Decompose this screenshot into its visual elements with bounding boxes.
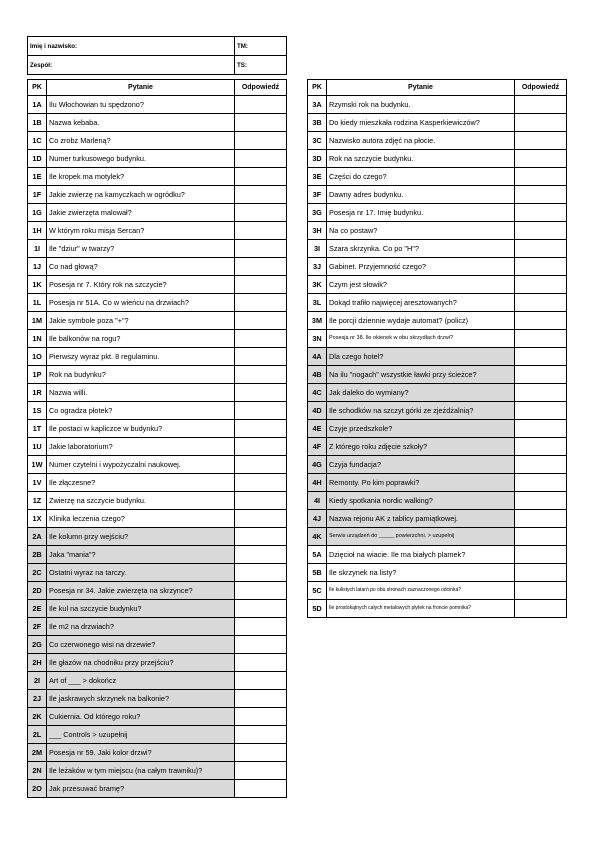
question-text: Nazwa kebaba. — [47, 114, 235, 132]
question-row — [28, 474, 287, 492]
checkpoint-code: 1W — [28, 456, 47, 474]
checkpoint-code: 3A — [308, 96, 327, 114]
team-label: Zespół: — [30, 61, 53, 69]
question-text: Ile kolumn przy wejściu? — [47, 528, 235, 546]
question-row — [28, 492, 287, 510]
answer-cell[interactable] — [235, 744, 287, 762]
checkpoint-code: 1J — [28, 258, 47, 276]
answer-cell[interactable] — [515, 492, 567, 510]
question-text: Ile kul na szczycie budynku? — [47, 600, 235, 618]
checkpoint-code: 5A — [308, 546, 327, 564]
answer-cell[interactable] — [235, 240, 287, 258]
answer-cell[interactable] — [515, 186, 567, 204]
answer-cell[interactable] — [515, 366, 567, 384]
checkpoint-code: 1D — [28, 150, 47, 168]
checkpoint-code: 2G — [28, 636, 47, 654]
answer-cell[interactable] — [515, 258, 567, 276]
checkpoint-code: 5D — [308, 600, 327, 618]
answer-cell[interactable] — [235, 132, 287, 150]
question-text: Dla czego hotel? — [327, 348, 515, 366]
answer-cell[interactable] — [235, 582, 287, 600]
question-text: Czym jest słowik? — [327, 276, 515, 294]
answer-cell[interactable] — [235, 96, 287, 114]
answer-cell[interactable] — [235, 276, 287, 294]
checkpoint-code: 1V — [28, 474, 47, 492]
answer-cell[interactable] — [515, 474, 567, 492]
answer-cell[interactable] — [515, 528, 567, 546]
question-row — [28, 618, 287, 636]
question-row — [28, 744, 287, 762]
question-text: Cukiernia. Od którego roku? — [47, 708, 235, 726]
questions-table-right — [307, 79, 567, 618]
checkpoint-code: 1G — [28, 204, 47, 222]
answer-cell[interactable] — [235, 528, 287, 546]
column-header-pk: PK — [28, 80, 47, 96]
column-header-pk: PK — [308, 80, 327, 96]
answer-cell[interactable] — [235, 672, 287, 690]
question-row — [28, 546, 287, 564]
checkpoint-code: 1F — [28, 186, 47, 204]
question-row — [28, 384, 287, 402]
checkpoint-code: 1B — [28, 114, 47, 132]
question-text: Posesja nr 34. Jakie zwierzęta na skrzynce? — [47, 582, 235, 600]
question-text: Szara skrzynka. Co po "H"? — [327, 240, 515, 258]
team-field[interactable] — [28, 56, 235, 75]
question-row — [28, 402, 287, 420]
question-text: Co czerwonego wisi na drzewie? — [47, 636, 235, 654]
question-row — [308, 528, 567, 546]
question-row — [28, 366, 287, 384]
question-text: Ile porcji dziennie wydaje automat? (policz) — [327, 312, 515, 330]
question-text: Ile m2 na drzwiach? — [47, 618, 235, 636]
answer-cell[interactable] — [235, 726, 287, 744]
checkpoint-code: 1R — [28, 384, 47, 402]
question-text: Jak daleko do wymiany? — [327, 384, 515, 402]
answer-cell[interactable] — [515, 564, 567, 582]
question-row — [308, 276, 567, 294]
checkpoint-code: 1C — [28, 132, 47, 150]
question-text: Nazwisko autora zdjęć na płocie. — [327, 132, 515, 150]
checkpoint-code: 3M — [308, 312, 327, 330]
checkpoint-code: 1E — [28, 168, 47, 186]
question-text: Dzięcioł na wiacie. Ile ma białych plamek? — [327, 546, 515, 564]
checkpoint-code: 3G — [308, 204, 327, 222]
question-row — [308, 312, 567, 330]
answer-cell[interactable] — [235, 762, 287, 780]
answer-cell[interactable] — [515, 240, 567, 258]
checkpoint-code: 2O — [28, 780, 47, 798]
checkpoint-code: 1K — [28, 276, 47, 294]
answer-cell[interactable] — [515, 438, 567, 456]
answer-cell[interactable] — [235, 636, 287, 654]
answer-cell[interactable] — [515, 600, 567, 618]
checkpoint-code: 1I — [28, 240, 47, 258]
question-text: Numer turkusowego budynku. — [47, 150, 235, 168]
question-row — [28, 600, 287, 618]
answer-cell[interactable] — [235, 312, 287, 330]
question-text: Co ogradza płotek? — [47, 402, 235, 420]
answer-cell[interactable] — [235, 420, 287, 438]
question-text: Rok na budynku? — [47, 366, 235, 384]
question-text: Jakie laboratorium? — [47, 438, 235, 456]
checkpoint-code: 4K — [308, 528, 327, 546]
answer-cell[interactable] — [235, 114, 287, 132]
question-text: Na ilu "nogach" wszystkie ławki przy ścieżce? — [327, 366, 515, 384]
checkpoint-code: 3D — [308, 150, 327, 168]
answer-cell[interactable] — [235, 438, 287, 456]
tm-field[interactable] — [235, 37, 287, 56]
answer-cell[interactable] — [235, 384, 287, 402]
answer-cell[interactable] — [515, 114, 567, 132]
question-text: Z którego roku zdjęcie szkoły? — [327, 438, 515, 456]
question-text: Jakie zwierzęta malował? — [47, 204, 235, 222]
question-row — [28, 582, 287, 600]
question-text: Ile kulistych latarń po obu stronach zaznaczonego odcinka? — [327, 582, 515, 600]
checkpoint-code: 3K — [308, 276, 327, 294]
checkpoint-code: 1X — [28, 510, 47, 528]
question-row — [28, 186, 287, 204]
checkpoint-code: 4E — [308, 420, 327, 438]
question-text: W którym roku misja Sercan? — [47, 222, 235, 240]
question-text: ___ Controls > uzupełnij — [47, 726, 235, 744]
answer-cell[interactable] — [235, 780, 287, 798]
name-label: Imię i nazwisko: — [30, 42, 78, 50]
question-text: Jaka "mania"? — [47, 546, 235, 564]
question-row — [308, 132, 567, 150]
question-row — [308, 258, 567, 276]
checkpoint-code: 1S — [28, 402, 47, 420]
question-text: Posesja nr 7. Który rok na szczycie? — [47, 276, 235, 294]
question-row — [308, 564, 567, 582]
question-text: Części do czego? — [327, 168, 515, 186]
question-row — [28, 312, 287, 330]
checkpoint-code: 3C — [308, 132, 327, 150]
checkpoint-code: 4H — [308, 474, 327, 492]
question-text: Ile prostokątnych całych metalowych płytek na froncie pomnika? — [327, 600, 515, 618]
answer-cell[interactable] — [235, 402, 287, 420]
answer-cell[interactable] — [235, 348, 287, 366]
question-row — [308, 402, 567, 420]
answer-cell[interactable] — [235, 366, 287, 384]
checkpoint-code: 1Z — [28, 492, 47, 510]
tm-label: TM: — [237, 42, 248, 50]
question-text: Czyje przedszkole? — [327, 420, 515, 438]
question-text: Ile leżaków w tym miejscu (na całym trawniku)? — [47, 762, 235, 780]
question-row — [308, 492, 567, 510]
question-text: Ilu Włochowian tu spędzono? — [47, 96, 235, 114]
question-row — [308, 366, 567, 384]
checkpoint-code: 1L — [28, 294, 47, 312]
question-row — [28, 258, 287, 276]
question-row — [28, 528, 287, 546]
question-text: Co zrobz Marleną? — [47, 132, 235, 150]
checkpoint-code: 3J — [308, 258, 327, 276]
answer-cell[interactable] — [235, 564, 287, 582]
answer-cell[interactable] — [515, 276, 567, 294]
answer-cell[interactable] — [235, 708, 287, 726]
answer-cell[interactable] — [515, 132, 567, 150]
answer-cell[interactable] — [515, 348, 567, 366]
question-text: Ile złączesne? — [47, 474, 235, 492]
checkpoint-code: 2D — [28, 582, 47, 600]
name-field[interactable] — [28, 37, 235, 56]
checkpoint-code: 1N — [28, 330, 47, 348]
checkpoint-code: 1O — [28, 348, 47, 366]
question-row — [308, 474, 567, 492]
question-row — [308, 294, 567, 312]
question-text: Art of ___ > dokończ — [47, 672, 235, 690]
question-text: Ile "dziur" w twarzy? — [47, 240, 235, 258]
answer-cell[interactable] — [235, 150, 287, 168]
answer-cell[interactable] — [235, 510, 287, 528]
question-row — [308, 348, 567, 366]
answer-cell[interactable] — [235, 546, 287, 564]
question-row — [28, 114, 287, 132]
question-row — [28, 420, 287, 438]
answer-cell[interactable] — [515, 294, 567, 312]
checkpoint-code: 1U — [28, 438, 47, 456]
checkpoint-code: 2J — [28, 690, 47, 708]
question-text: Posesja nr 59. Jaki kolor drzwi? — [47, 744, 235, 762]
question-text: Posesja nr 38. Ile okienek w obu skrzydłach drzwi? — [327, 330, 515, 348]
column-header-answer: Odpowiedź — [515, 80, 567, 96]
checkpoint-code: 3I — [308, 240, 327, 258]
question-row — [28, 96, 287, 114]
checkpoint-code: 4A — [308, 348, 327, 366]
question-row — [28, 276, 287, 294]
checkpoint-code: 2I — [28, 672, 47, 690]
question-text: Ile schodków na szczyt górki ze zjeżdżalnią? — [327, 402, 515, 420]
question-row — [28, 654, 287, 672]
ts-field[interactable] — [235, 56, 287, 75]
question-row — [308, 600, 567, 618]
question-text: Kiedy spotkania nordic walking? — [327, 492, 515, 510]
answer-cell[interactable] — [515, 510, 567, 528]
checkpoint-code: 2H — [28, 654, 47, 672]
question-row — [308, 330, 567, 348]
question-row — [28, 708, 287, 726]
question-text: Rok na szczycie budynku. — [327, 150, 515, 168]
answer-cell[interactable] — [515, 168, 567, 186]
question-text: Na co postaw? — [327, 222, 515, 240]
question-row — [308, 456, 567, 474]
answer-cell[interactable] — [515, 456, 567, 474]
question-row — [28, 294, 287, 312]
checkpoint-code: 3N — [308, 330, 327, 348]
answer-cell[interactable] — [515, 150, 567, 168]
question-row — [28, 222, 287, 240]
question-text: Do kiedy mieszkała rodzina Kasperkiewiczów? — [327, 114, 515, 132]
answer-cell[interactable] — [235, 456, 287, 474]
answer-cell[interactable] — [515, 546, 567, 564]
question-text: Czyja fundacja? — [327, 456, 515, 474]
checkpoint-code: 4G — [308, 456, 327, 474]
answer-cell[interactable] — [235, 294, 287, 312]
checkpoint-code: 2L — [28, 726, 47, 744]
checkpoint-code: 2N — [28, 762, 47, 780]
column-header-question: Pytanie — [47, 80, 235, 96]
questions-table-left — [27, 79, 287, 798]
answer-cell[interactable] — [515, 312, 567, 330]
question-text: Gabinet. Przyjemność czego? — [327, 258, 515, 276]
answer-cell[interactable] — [235, 474, 287, 492]
question-text: Posesja nr 17. Imię budynku. — [327, 204, 515, 222]
question-row — [308, 150, 567, 168]
answer-cell[interactable] — [515, 96, 567, 114]
column-header-answer: Odpowiedź — [235, 80, 287, 96]
question-row — [308, 438, 567, 456]
question-text: Ile kropek ma motylek? — [47, 168, 235, 186]
answer-cell[interactable] — [235, 186, 287, 204]
answer-cell[interactable] — [235, 654, 287, 672]
question-row — [28, 132, 287, 150]
checkpoint-code: 4F — [308, 438, 327, 456]
question-row — [308, 114, 567, 132]
answer-cell[interactable] — [235, 204, 287, 222]
question-text: Dokąd trafiło najwięcej aresztowanych? — [327, 294, 515, 312]
question-row — [308, 186, 567, 204]
answer-cell[interactable] — [235, 492, 287, 510]
checkpoint-code: 1H — [28, 222, 47, 240]
question-row — [308, 510, 567, 528]
question-text: Posesja nr 51A. Co w wieńcu na drzwiach? — [47, 294, 235, 312]
checkpoint-code: 4I — [308, 492, 327, 510]
question-row — [28, 330, 287, 348]
question-row — [308, 240, 567, 258]
question-row — [28, 456, 287, 474]
question-row — [308, 168, 567, 186]
question-row — [28, 204, 287, 222]
question-row — [28, 780, 287, 798]
answer-cell[interactable] — [515, 582, 567, 600]
checkpoint-code: 1P — [28, 366, 47, 384]
question-text: Co nad głową? — [47, 258, 235, 276]
answer-cell[interactable] — [515, 330, 567, 348]
question-text: Remonty. Po kim poprawki? — [327, 474, 515, 492]
answer-cell[interactable] — [515, 384, 567, 402]
checkpoint-code: 3L — [308, 294, 327, 312]
answer-cell[interactable] — [235, 222, 287, 240]
question-row — [28, 150, 287, 168]
checkpoint-code: 2K — [28, 708, 47, 726]
checkpoint-code: 2A — [28, 528, 47, 546]
question-text: Numer czytelni i wypożyczalni naukowej. — [47, 456, 235, 474]
question-text: Nazwa willi. — [47, 384, 235, 402]
checkpoint-code: 1M — [28, 312, 47, 330]
answer-cell[interactable] — [515, 222, 567, 240]
question-row — [308, 96, 567, 114]
question-row — [28, 690, 287, 708]
question-text: Dawny adres budynku. — [327, 186, 515, 204]
question-row — [308, 222, 567, 240]
question-text: Ile głazów na chodniku przy przejściu? — [47, 654, 235, 672]
question-row — [28, 438, 287, 456]
checkpoint-code: 5B — [308, 564, 327, 582]
question-row — [28, 726, 287, 744]
checkpoint-code: 1A — [28, 96, 47, 114]
answer-cell[interactable] — [235, 618, 287, 636]
checkpoint-code: 4J — [308, 510, 327, 528]
checkpoint-code: 3E — [308, 168, 327, 186]
question-text: Zwierzę na szczycie budynku. — [47, 492, 235, 510]
question-text: Ile balkonów na rogu? — [47, 330, 235, 348]
question-row — [308, 384, 567, 402]
question-text: Jak przesuwać bramę? — [47, 780, 235, 798]
checkpoint-code: 4D — [308, 402, 327, 420]
answer-cell[interactable] — [515, 204, 567, 222]
checkpoint-code: 3F — [308, 186, 327, 204]
checkpoint-code: 2B — [28, 546, 47, 564]
answer-cell[interactable] — [235, 600, 287, 618]
answer-cell[interactable] — [235, 168, 287, 186]
checkpoint-code: 1T — [28, 420, 47, 438]
question-text: Ile jaskrawych skrzynek na balkonie? — [47, 690, 235, 708]
answer-cell[interactable] — [515, 402, 567, 420]
answer-cell[interactable] — [235, 690, 287, 708]
column-header-question: Pytanie — [327, 80, 515, 96]
question-text: Nazwa rejonu AK z tablicy pamiątkowej. — [327, 510, 515, 528]
question-row — [28, 564, 287, 582]
question-text: Jakie symbole poza "+"? — [47, 312, 235, 330]
question-row — [28, 168, 287, 186]
answer-cell[interactable] — [515, 420, 567, 438]
question-row — [28, 240, 287, 258]
checkpoint-code: 2E — [28, 600, 47, 618]
checkpoint-code: 3H — [308, 222, 327, 240]
checkpoint-code: 2M — [28, 744, 47, 762]
question-row — [308, 582, 567, 600]
answer-cell[interactable] — [235, 330, 287, 348]
checkpoint-code: 4B — [308, 366, 327, 384]
question-text: Ile postaci w kapliczce w budynku? — [47, 420, 235, 438]
question-row — [28, 348, 287, 366]
checkpoint-code: 2F — [28, 618, 47, 636]
participant-header — [27, 36, 287, 75]
question-text: Rzymski rok na budynku. — [327, 96, 515, 114]
question-row — [308, 204, 567, 222]
checkpoint-code: 3B — [308, 114, 327, 132]
checkpoint-code: 4C — [308, 384, 327, 402]
checkpoint-code: 2C — [28, 564, 47, 582]
question-row — [308, 546, 567, 564]
question-text: Ostatni wyraz na tarczy. — [47, 564, 235, 582]
question-text: Serwis urządzeń do _____ powierzchni. > uzupełnij — [327, 528, 515, 546]
question-row — [308, 420, 567, 438]
question-text: Ile skrzynek na listy? — [327, 564, 515, 582]
checkpoint-code: 5C — [308, 582, 327, 600]
question-text: Jakie zwierzę na kamyczkach w ogródku? — [47, 186, 235, 204]
question-row — [28, 762, 287, 780]
question-row — [28, 672, 287, 690]
question-text: Klinika leczenia czego? — [47, 510, 235, 528]
question-row — [28, 510, 287, 528]
question-text: Pierwszy wyraz pkt. 8 regulaminu. — [47, 348, 235, 366]
answer-cell[interactable] — [235, 258, 287, 276]
ts-label: TS: — [237, 61, 247, 69]
question-row — [28, 636, 287, 654]
